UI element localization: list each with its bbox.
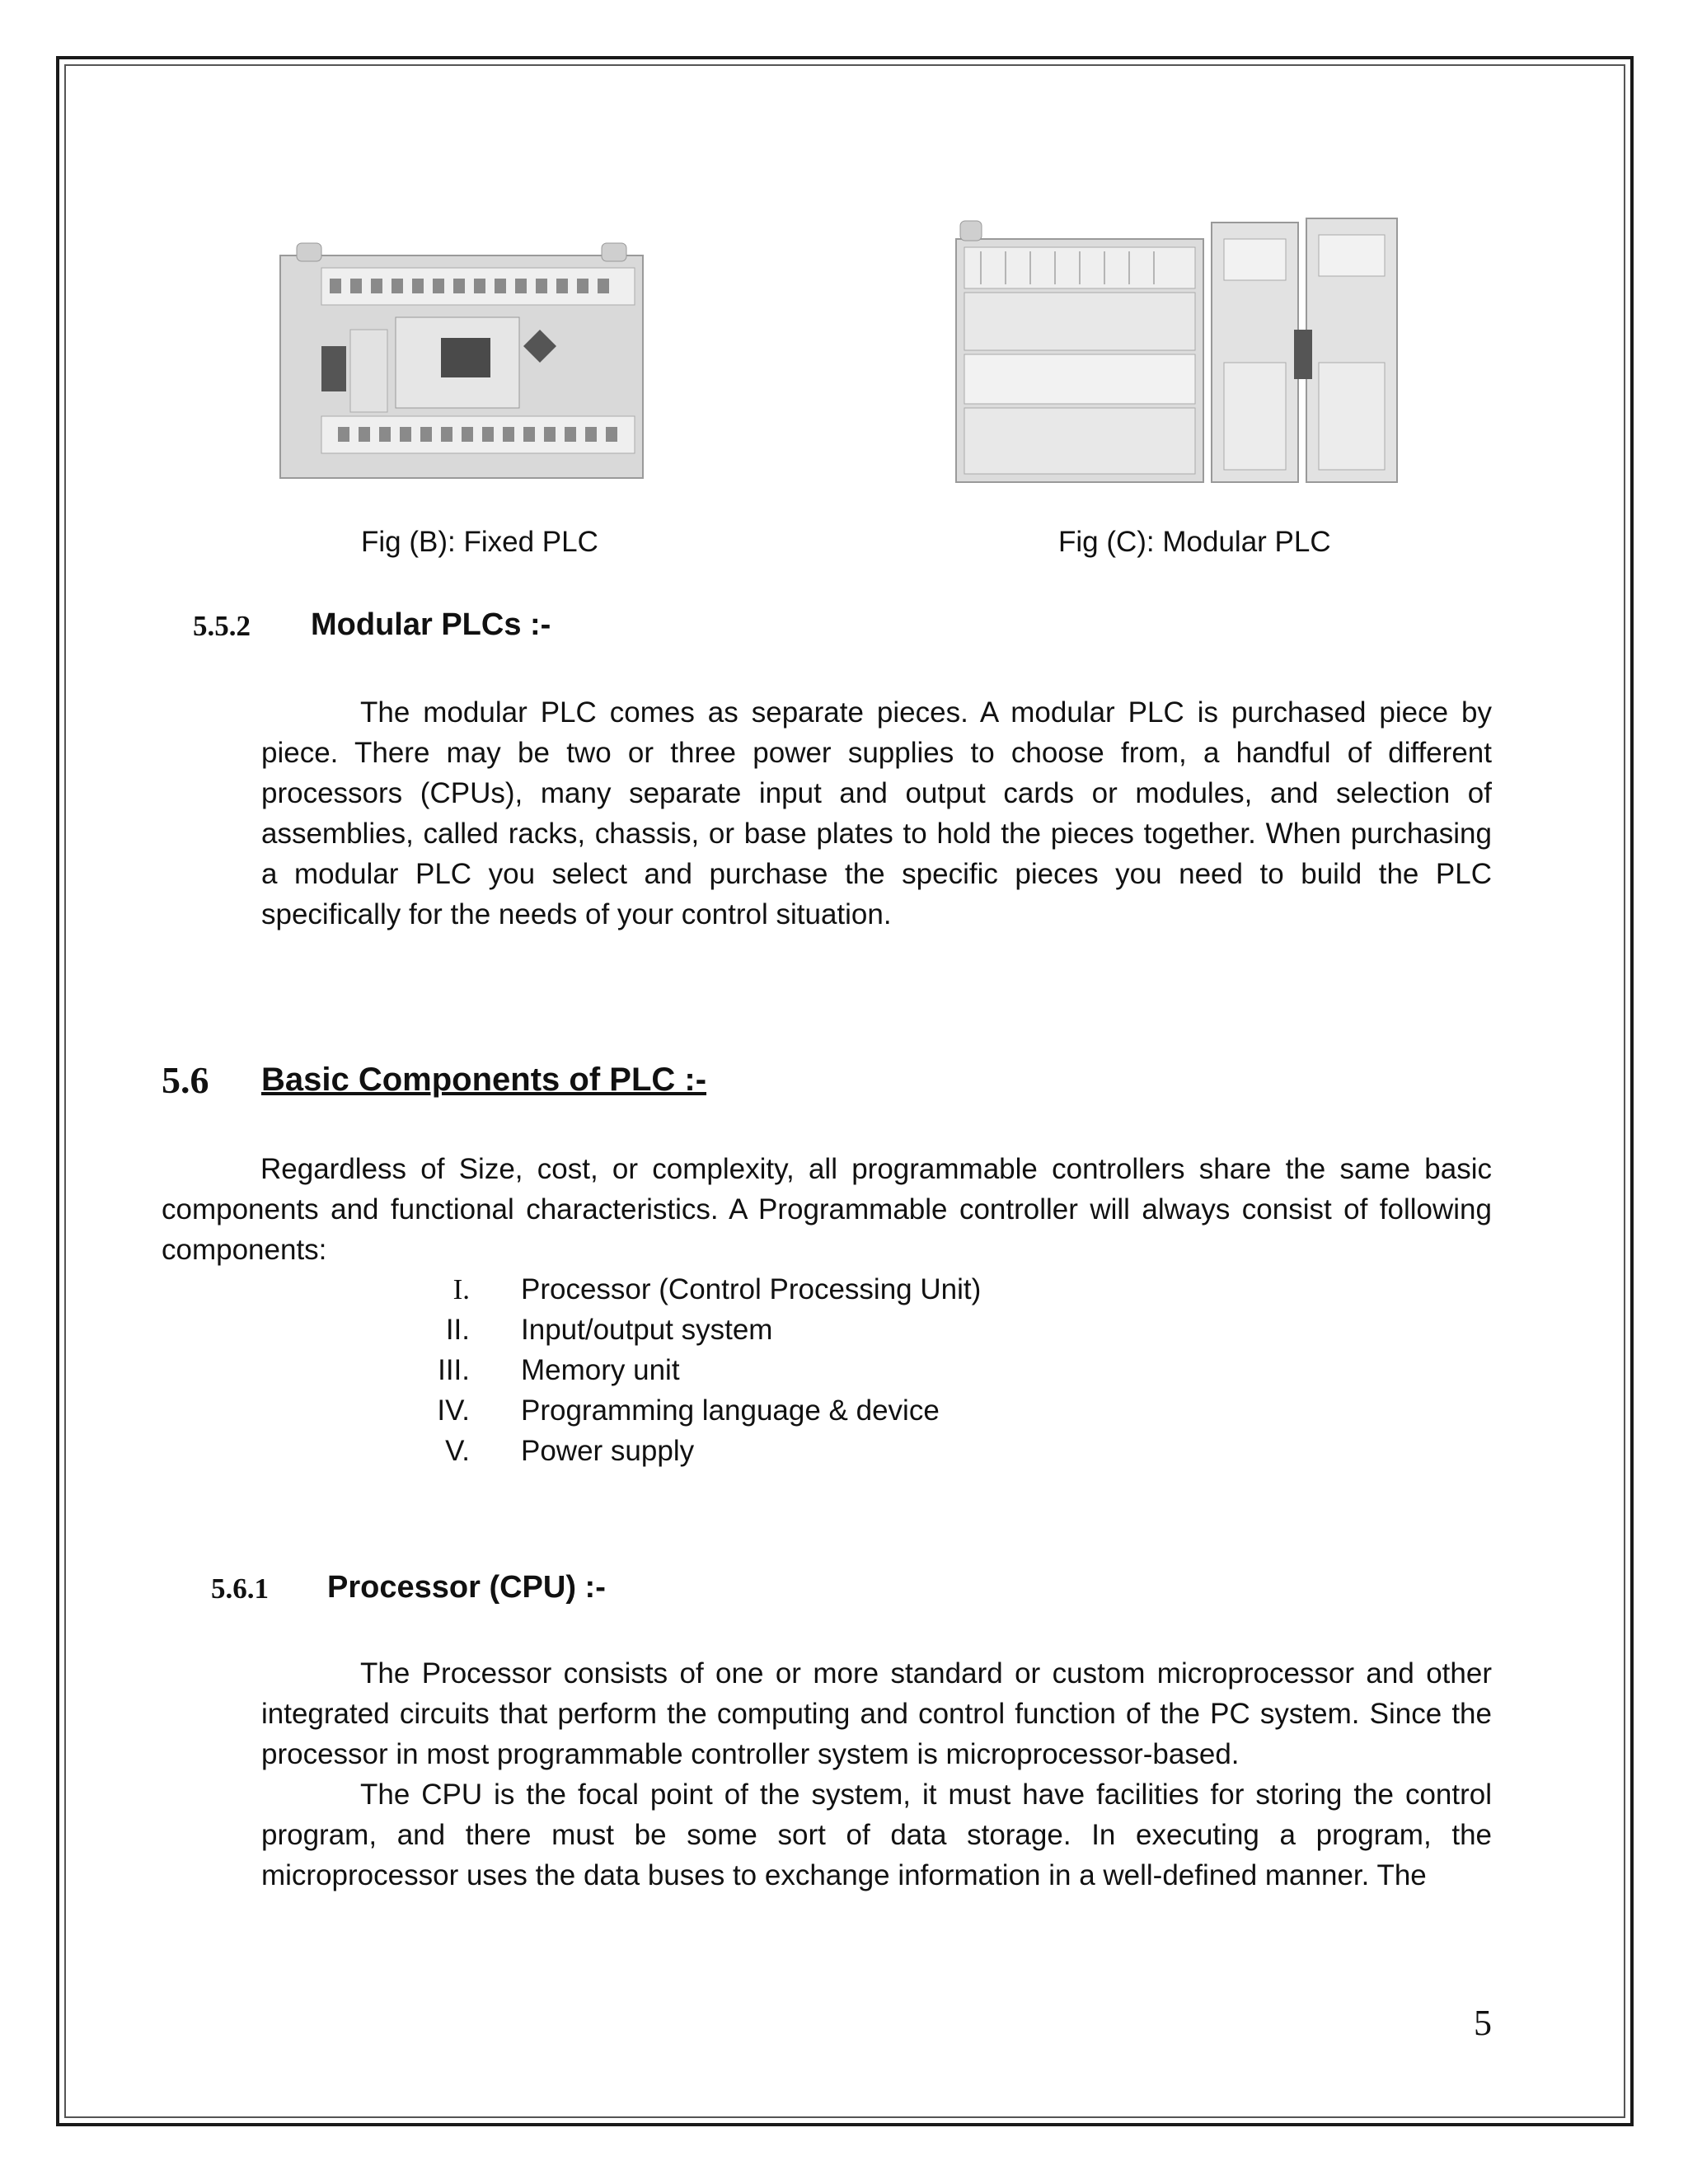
- list-item-number: IV.: [437, 1394, 470, 1427]
- list-item-number: I.: [452, 1273, 470, 1305]
- list-item-text: Power supply: [521, 1435, 695, 1467]
- list-item: [346, 1269, 1088, 1310]
- list-item-text: Memory unit: [521, 1354, 680, 1386]
- fixed-plc-image: [272, 239, 651, 486]
- section-5-6-title: Basic Components of PLC :-: [261, 1062, 707, 1098]
- section-5-6-1-paragraph: [261, 1653, 1492, 1896]
- section-5-6-1-title: Processor (CPU) :-: [327, 1570, 606, 1605]
- section-5-5-2-number: 5.5.2: [193, 610, 251, 642]
- section-5-5-2-text: The modular PLC comes as separate pieces. A modular PLC is purchased piece by piece. There may be two or three power supplies to choose from, a handful of different processors (CPUs), many separate input and output cards or modules, and selection of assemblies, called racks, chassis, or base plates to hold the pieces together. When purchasing a modular PLC you select and purchase the specific pieces you need to build the PLC specifically for the needs of your control situation.: [261, 696, 1492, 930]
- list-item: [346, 1310, 1088, 1350]
- list-item-number: III.: [438, 1354, 470, 1386]
- list-item-number: V.: [445, 1435, 470, 1467]
- section-5-6-1-text-1: The Processor consists of one or more standard or custom microprocessor and other integrated circuits that perform the computing and control function of the PC system. Since the processor in most programmable controller system is microprocessor-based.: [261, 1657, 1492, 1770]
- fig-b-caption: Fig (B): Fixed PLC: [361, 526, 598, 558]
- page-number: 5: [1474, 2003, 1492, 2043]
- list-item-number: II.: [445, 1314, 470, 1346]
- fig-c-caption: Fig (C): Modular PLC: [1058, 526, 1331, 558]
- list-item: [346, 1350, 1088, 1390]
- list-item-text: Processor (Control Processing Unit): [521, 1273, 982, 1305]
- section-5-6-paragraph: [162, 1149, 1492, 1270]
- components-list: [346, 1269, 1088, 1471]
- list-item: [346, 1431, 1088, 1471]
- section-5-5-2-paragraph: [261, 692, 1492, 935]
- list-item-text: Programming language & device: [521, 1394, 940, 1427]
- section-5-6-1-text-2: The CPU is the focal point of the system, it must have facilities for storing the control program, and there must be some sort of data storage. In executing a program, the microprocessor uses the data buses to exchange information in a well-defined manner. The: [261, 1779, 1492, 1891]
- section-5-5-2-title: Modular PLCs :-: [311, 607, 551, 642]
- modular-plc-image: [948, 214, 1409, 486]
- section-5-6-1-number: 5.6.1: [211, 1572, 269, 1605]
- section-5-6-text: Regardless of Size, cost, or complexity, all programmable controllers share the same basic components and functional characteristics. A Programmable controller will always consist of following components:: [162, 1153, 1492, 1266]
- section-5-6-number: 5.6: [162, 1059, 209, 1101]
- list-item-text: Input/output system: [521, 1314, 773, 1346]
- list-item: [346, 1390, 1088, 1431]
